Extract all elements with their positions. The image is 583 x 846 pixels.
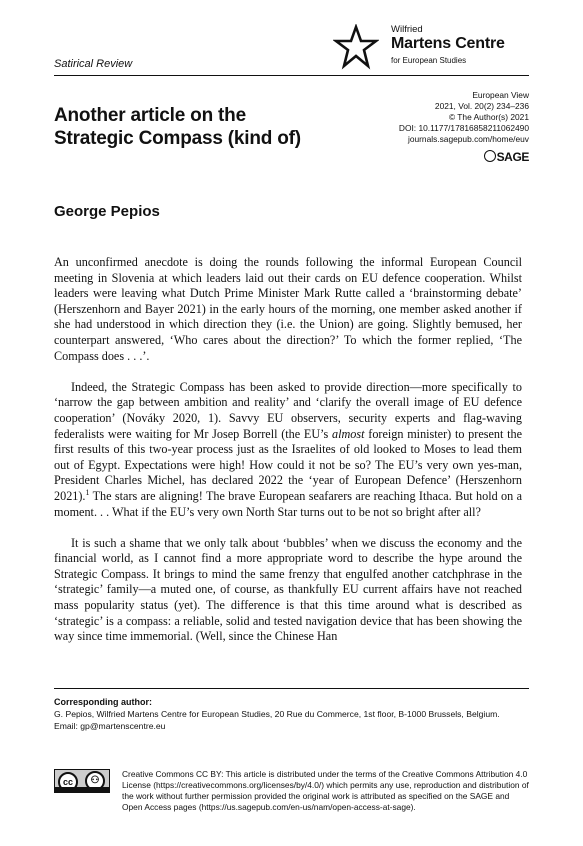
paragraph-2: Indeed, the Strategic Compass has been asked to provide direction—more specifically to ‘narrow the gap between ambition and reality’ and ‘clarify the overall image of EU defence cooperation’ (Nováky 2020, 1). Savvy EU observers, security experts and flag-waving federalists were waiting for Mr Josep Borrell (the EU’s almost foreign minister) to present the first results of this two-year process just as the Israelites of old looked to Moses to lead them out of Egypt. Expectations were high! How could it not be so? The EU’s very own yes-man, President Charles Michel, has declared 2022 the ‘year of European Defence’ (Herszenhorn 2021).$^1$ The stars are aligning! The brave European seafarers are reaching Ithaca. But hold on a moment. . . What if the EU’s very own North Star turns out to be not so bright after all? xyxy=(54,379,522,519)
cc-icon: cc xyxy=(58,772,78,792)
by-strip xyxy=(55,787,109,792)
journal-volume: 2021, Vol. 20(2) 234–236 xyxy=(434,101,529,111)
license-text: Creative Commons CC BY: This article is distributed under the terms of the Creative Commons Attribution 4.0 License (https://creativecommons.org/licenses/by/4.0/) which permits any use, reproduction and distribution of the work without further permission provided the original work is attributed as specified on the SAGE and Open Access pages (https://us.sagepub.com/en-us/nam/open-access-at-sage). xyxy=(122,769,529,812)
journal-name: European View xyxy=(472,90,529,100)
cc-by-badge[interactable] xyxy=(54,769,110,793)
footer-divider xyxy=(54,688,529,689)
logo-line-2: Martens Centre xyxy=(391,35,505,52)
journal-copyright: © The Author(s) 2021 xyxy=(448,112,529,122)
footnote-ref[interactable]: 1 xyxy=(85,487,90,497)
sage-label: SAGE xyxy=(496,150,529,164)
author-name: George Pepios xyxy=(54,203,160,220)
corresponding-author xyxy=(54,696,529,732)
person-icon: ⚇ xyxy=(85,771,105,791)
logo-line-1: Wilfried xyxy=(391,24,423,35)
section-label: Satirical Review xyxy=(54,58,133,70)
star-icon xyxy=(333,24,379,70)
corr-heading: Corresponding author: xyxy=(54,697,152,707)
emphasis: almost xyxy=(332,426,365,441)
journal-url[interactable]: journals.sagepub.com/home/euv xyxy=(407,134,529,144)
title-line-2: Strategic Compass (kind of) xyxy=(54,128,301,149)
journal-meta xyxy=(399,90,529,145)
corr-email[interactable]: Email: gp@martenscentre.eu xyxy=(54,721,166,731)
publisher-logo xyxy=(333,24,533,76)
sage-logo xyxy=(484,149,529,164)
license-notice xyxy=(54,769,529,813)
title-line-1: Another article on the xyxy=(54,105,246,126)
logo-line-3: for European Studies xyxy=(391,56,467,65)
sage-mark-icon xyxy=(484,150,496,162)
paragraph-3: It is such a shame that we only talk about ‘bubbles’ when we discuss the economy and the financial world, as I cannot find a more appropriate word to describe the hype around the Strategic Compass. It brings to mind the same frenzy that engulfed another catchphrase in the ‘strategic’ family—a muted one, of course, as thankfully EU current affairs have not reached mass popularity status (yet). The difference is that this time around what is described as ‘strategic’ is a compass: a reliable, solid and tested navigation device that has been showing the way since time immemorial. (Well, since the Chinese Han xyxy=(54,535,522,644)
article-body xyxy=(54,255,522,660)
journal-doi[interactable]: DOI: 10.1177/17816858211062490 xyxy=(398,123,529,133)
paragraph-1: An unconfirmed anecdote is doing the rounds following the informal European Council meeting in Slovenia at which leaders laid out their cards on EU defence cooperation. Whilst leaders were leaving what Dutch Prime Minister Mark Rutte called a ‘brainstorming debate’ (Herszenhorn and Bayer 2021) in the early hours of the morning, one member asked another if she had understood in which direction they (i.e. the Union) are going. Slightly bemused, her counterpart answered, ‘Who cares about the direction?’ To which the former replied, ‘The Compass does . . .’. xyxy=(54,255,522,363)
corr-address: G. Pepios, Wilfried Martens Centre for European Studies, 20 Rue du Commerce, 1st floor, B-1000 Brussels, Belgium. xyxy=(54,709,500,719)
article-title xyxy=(54,104,354,150)
